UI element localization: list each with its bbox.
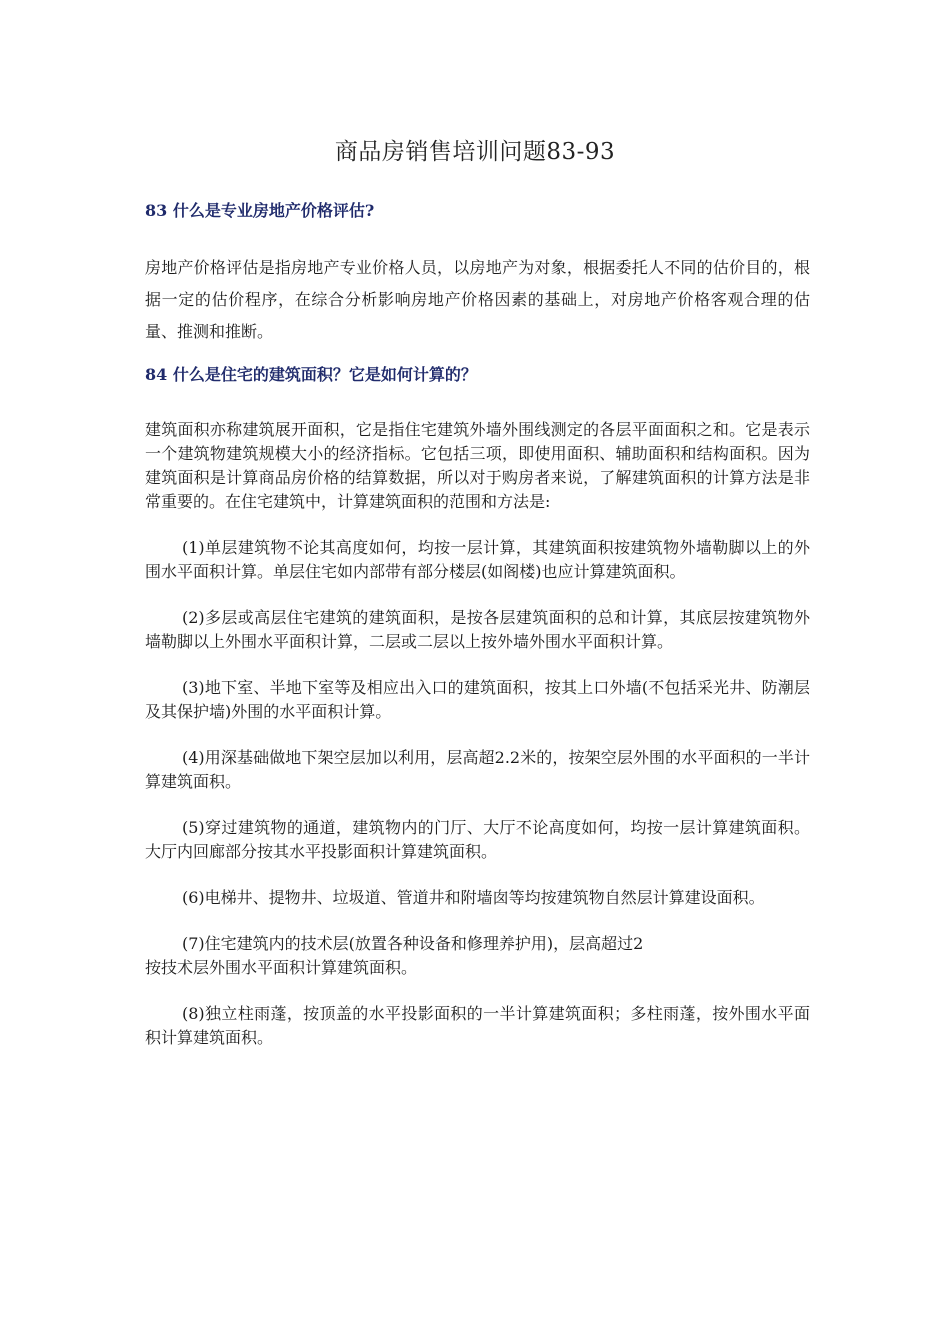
list-item-4: (4)用深基础做地下架空层加以利用，层高超2.2米的，按架空层外围的水平面积的一半计算建筑面积。 — [145, 748, 810, 791]
list-item-3: (3)地下室、半地下室等及相应出入口的建筑面积，按其上口外墙(不包括采光井、防潮层及其保护墙)外围的水平面积计算。 — [145, 678, 810, 721]
list-item-8: (8)独立柱雨蓬，按顶盖的水平投影面积的一半计算建筑面积；多柱雨蓬，按外围水平面积计算建筑面积。 — [145, 1004, 810, 1047]
document-body — [145, 198, 810, 1072]
list-item-1: (1)单层建筑物不论其高度如何，均按一层计算，其建筑面积按建筑物外墙勒脚以上的外围水平面积计算。单层住宅如内部带有部分楼层(如阁楼)也应计算建筑面积。 — [145, 538, 810, 581]
answer-83-paragraph: 房地产价格评估是指房地产专业价格人员，以房地产为对象，根据委托人不同的估价目的，根据一定的估价程序，在综合分析影响房地产价格因素的基础上，对房地产价格客观合理的估量、推测和推断。 — [145, 258, 810, 341]
list-item-7-line-1: (7)住宅建筑内的技术层(放置各种设备和修理养护用)，层高超过2 — [182, 934, 644, 953]
list-item-2: (2)多层或高层住宅建筑的建筑面积，是按各层建筑面积的总和计算，其底层按建筑物外墙勒脚以上外围水平面积计算，二层或二层以上按外墙外围水平面积计算。 — [145, 608, 810, 651]
answer-84-intro: 建筑面积亦称建筑展开面积，它是指住宅建筑外墙外围线测定的各层平面面积之和。它是表示一个建筑物建筑规模大小的经济指标。它包括三项，即使用面积、辅助面积和结构面积。因为建筑面积是计算商品房价格的结算数据，所以对于购房者来说，了解建筑面积的计算方法是非常重要的。在住宅建筑中，计算建筑面积的范围和方法是: — [145, 420, 810, 511]
list-item-5: (5)穿过建筑物的通道，建筑物内的门厅、大厅不论高度如何，均按一层计算建筑面积。大厅内回廊部分按其水平投影面积计算建筑面积。 — [145, 818, 810, 861]
question-83-heading: 83 什么是专业房地产价格评估? — [145, 201, 375, 220]
page-title: 商品房销售培训问题83-93 — [334, 139, 616, 165]
question-84-heading: 84 什么是住宅的建筑面积？它是如何计算的？ — [145, 365, 477, 384]
list-item-6: (6)电梯井、提物井、垃圾道、管道井和附墙囱等均按建筑物自然层计算建设面积。 — [182, 888, 765, 907]
list-item-7-line-2: 按技术层外围水平面积计算建筑面积。 — [145, 958, 418, 977]
list-item-7 — [145, 932, 810, 980]
